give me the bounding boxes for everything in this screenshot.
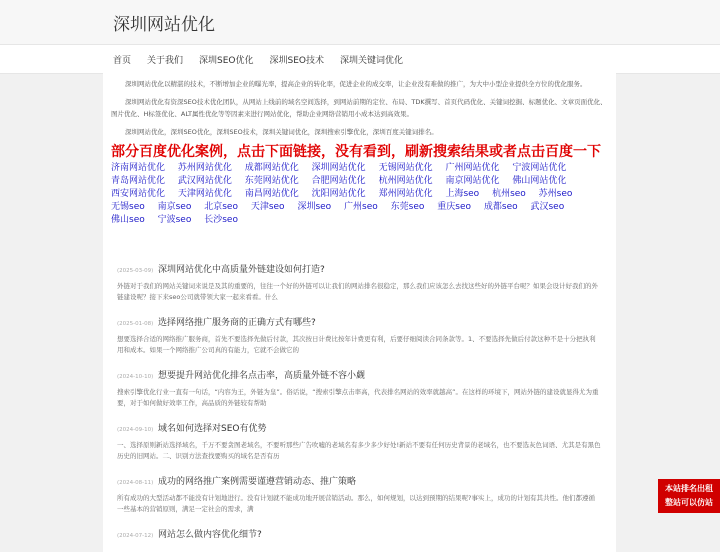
- city-links: [111, 162, 608, 227]
- city-link[interactable]: 南昌网站优化: [244, 189, 299, 199]
- city-link[interactable]: 宁波网站优化: [512, 163, 567, 173]
- city-link[interactable]: 西安网站优化: [111, 189, 166, 199]
- main-nav: [0, 45, 720, 74]
- city-link[interactable]: 武汉网站优化: [177, 176, 232, 186]
- intro-paragraph-2: 深圳网站优化有资深SEO技术优化团队，从网站上线前的域名空间选择，到网站前期的定位、布局、TDK撰写、首页代码优化、关键词挖掘、标题优化、文章页面优化、图片优化、H标签优化、ALT属性优化等等因素来进行网站优化，帮助企业网络营销用小成本达到高效果。: [111, 98, 607, 118]
- city-link[interactable]: 天津seo: [250, 202, 285, 212]
- article-item: [117, 368, 607, 409]
- city-link[interactable]: 沈阳网站优化: [311, 189, 366, 199]
- city-link[interactable]: 青岛网站优化: [111, 176, 166, 186]
- badge-line-2: 整站可以仿站: [665, 498, 713, 507]
- city-link[interactable]: 重庆seo: [437, 202, 471, 212]
- article-date: (2024-09-10): [117, 427, 154, 433]
- city-link[interactable]: 广州seo: [344, 202, 378, 212]
- city-link[interactable]: 佛山网站优化: [512, 176, 567, 186]
- intro-paragraph-3: 深圳网站优化，深圳SEO优化，深圳SEO技术，深圳关键词优化，深圳搜索引擎优化，深圳百度关键词排名。: [125, 128, 438, 136]
- nav-keyword-optimization[interactable]: 深圳关键词优化: [340, 55, 404, 66]
- site-header: [0, 0, 720, 45]
- article-item: [117, 421, 607, 462]
- city-link[interactable]: 武汉seo: [530, 202, 565, 212]
- city-link[interactable]: 天津网站优化: [177, 189, 232, 199]
- city-link[interactable]: 苏州seo: [538, 189, 573, 199]
- city-link[interactable]: 郑州网站优化: [378, 189, 433, 199]
- article-date: (2025-03-09): [117, 268, 154, 274]
- intro-paragraph-1: 深圳网站优化以精湛的技术，不断增加企业的曝光率，提高企业的转化率，促进企业的成交率，让企业没有难做的推广，为大中小型企业提供全方位的优化服务。: [125, 80, 587, 88]
- article-title[interactable]: 想要提升网站优化排名点击率，高质量外链不容小觑: [158, 371, 366, 381]
- nav-seo-optimization[interactable]: 深圳SEO优化: [199, 55, 254, 66]
- city-link[interactable]: 济南网站优化: [111, 163, 166, 173]
- article-date: (2024-08-11): [117, 480, 154, 486]
- city-link[interactable]: 东莞网站优化: [244, 176, 299, 186]
- city-link[interactable]: 宁波seo: [157, 215, 192, 225]
- city-link[interactable]: 深圳seo: [297, 202, 332, 212]
- article-title[interactable]: 域名如何选择对SEO有优势: [158, 424, 267, 434]
- article-summary: 所有成功的大型活动都不能没有计划地进行。没有计划就不能成功地开展营销活动。那么，如何规划，以达到预期的结果呢?事实上，成功的计划有其共性。他们都遵循一些基本的营销原则，满足一定社会的需求，满: [117, 494, 595, 513]
- rank-rental-badge[interactable]: [658, 479, 720, 513]
- article-title[interactable]: 成功的网络推广案例需要谨遵营销动态、推广策略: [158, 477, 357, 487]
- nav-seo-technique[interactable]: 深圳SEO技术: [269, 55, 324, 66]
- article-title[interactable]: 网站怎么做内容优化细节?: [158, 530, 262, 540]
- article-summary: 搜索引擎优化行业一直有一句话，“内容为王，外链为皇”。俗话说，“搜索引擎点击率高，代表排名网站的效率就越高”。在这样的环境下，网站外链的建设就显得尤为重要，对于如何做好效率工作，高品质的外链较有帮助: [117, 388, 599, 407]
- article-date: (2025-01-08): [117, 321, 154, 327]
- article-item: [117, 474, 607, 515]
- site-title[interactable]: 深圳网站优化: [113, 15, 215, 35]
- article-title[interactable]: 深圳网站优化中高质量外链建设如何打造?: [158, 265, 325, 275]
- article-item: [117, 315, 607, 356]
- city-link[interactable]: 杭州seo: [492, 189, 526, 199]
- city-link[interactable]: 上海seo: [445, 189, 480, 199]
- city-link[interactable]: 杭州网站优化: [378, 176, 433, 186]
- article-item: [117, 527, 607, 540]
- article-summary: 外链对于我们的网站关键词来说是及其的重要的，往往一个好的外链可以让我们的网站排名很稳定，那么我们应该怎么去找这些好的外链平台呢？如果会设计好我们的外链建设呢？接下来seo公司就带领大家一起来看看。什么: [117, 282, 598, 301]
- article-title[interactable]: 选择网络推广服务商的正确方式有哪些?: [158, 318, 316, 328]
- case-heading: 部分百度优化案例，点击下面链接，没有看到，刷新搜索结果或者点击百度一下: [111, 144, 601, 160]
- article-date: (2024-10-10): [117, 374, 154, 380]
- article-date: (2024-07-12): [117, 533, 154, 539]
- city-link[interactable]: 成都seo: [483, 202, 518, 212]
- city-link[interactable]: 无锡网站优化: [378, 163, 433, 173]
- nav-about[interactable]: 关于我们: [147, 55, 184, 66]
- city-link[interactable]: 成都网站优化: [244, 163, 299, 173]
- city-link[interactable]: 东莞seo: [390, 202, 425, 212]
- city-link[interactable]: 苏州网站优化: [177, 163, 232, 173]
- city-link[interactable]: 深圳网站优化: [311, 163, 366, 173]
- city-link[interactable]: 南京网站优化: [445, 176, 500, 186]
- city-link[interactable]: 无锡seo: [111, 202, 145, 212]
- intro-panel: [103, 72, 616, 266]
- nav-home[interactable]: 首页: [113, 55, 132, 66]
- city-link[interactable]: 南京seo: [157, 202, 192, 212]
- article-summary: 一、选择原则新站选择域名，千万不要贪图老域名，不要听那些广告吹嘘的老域名有多少多少好处!新站不要有任何历史背景的老域名，也不要选灰色词语、尤其是有黑色历史的旧网站。二、识别方法查找要购买的域名是否有历: [117, 441, 601, 460]
- city-link[interactable]: 长沙seo: [204, 215, 238, 225]
- article-list: [103, 252, 616, 552]
- city-link[interactable]: 广州网站优化: [445, 163, 500, 173]
- city-link[interactable]: 合肥网站优化: [311, 176, 366, 186]
- city-link[interactable]: 佛山seo: [111, 215, 145, 225]
- badge-line-1: 本站排名出租: [665, 484, 713, 493]
- article-item: [117, 262, 607, 303]
- article-summary: 想要选择合适的网络推广服务商，首先不要选择先做后付款，其次按日计费比按年计费更有利，后要仔细阅读合同条款等。1、不要选择先做后付款这种不是十分把执利用和成本。如果一个网络推广公司真的有能力，它就不会做它的: [117, 335, 596, 354]
- city-link[interactable]: 北京seo: [204, 202, 238, 212]
